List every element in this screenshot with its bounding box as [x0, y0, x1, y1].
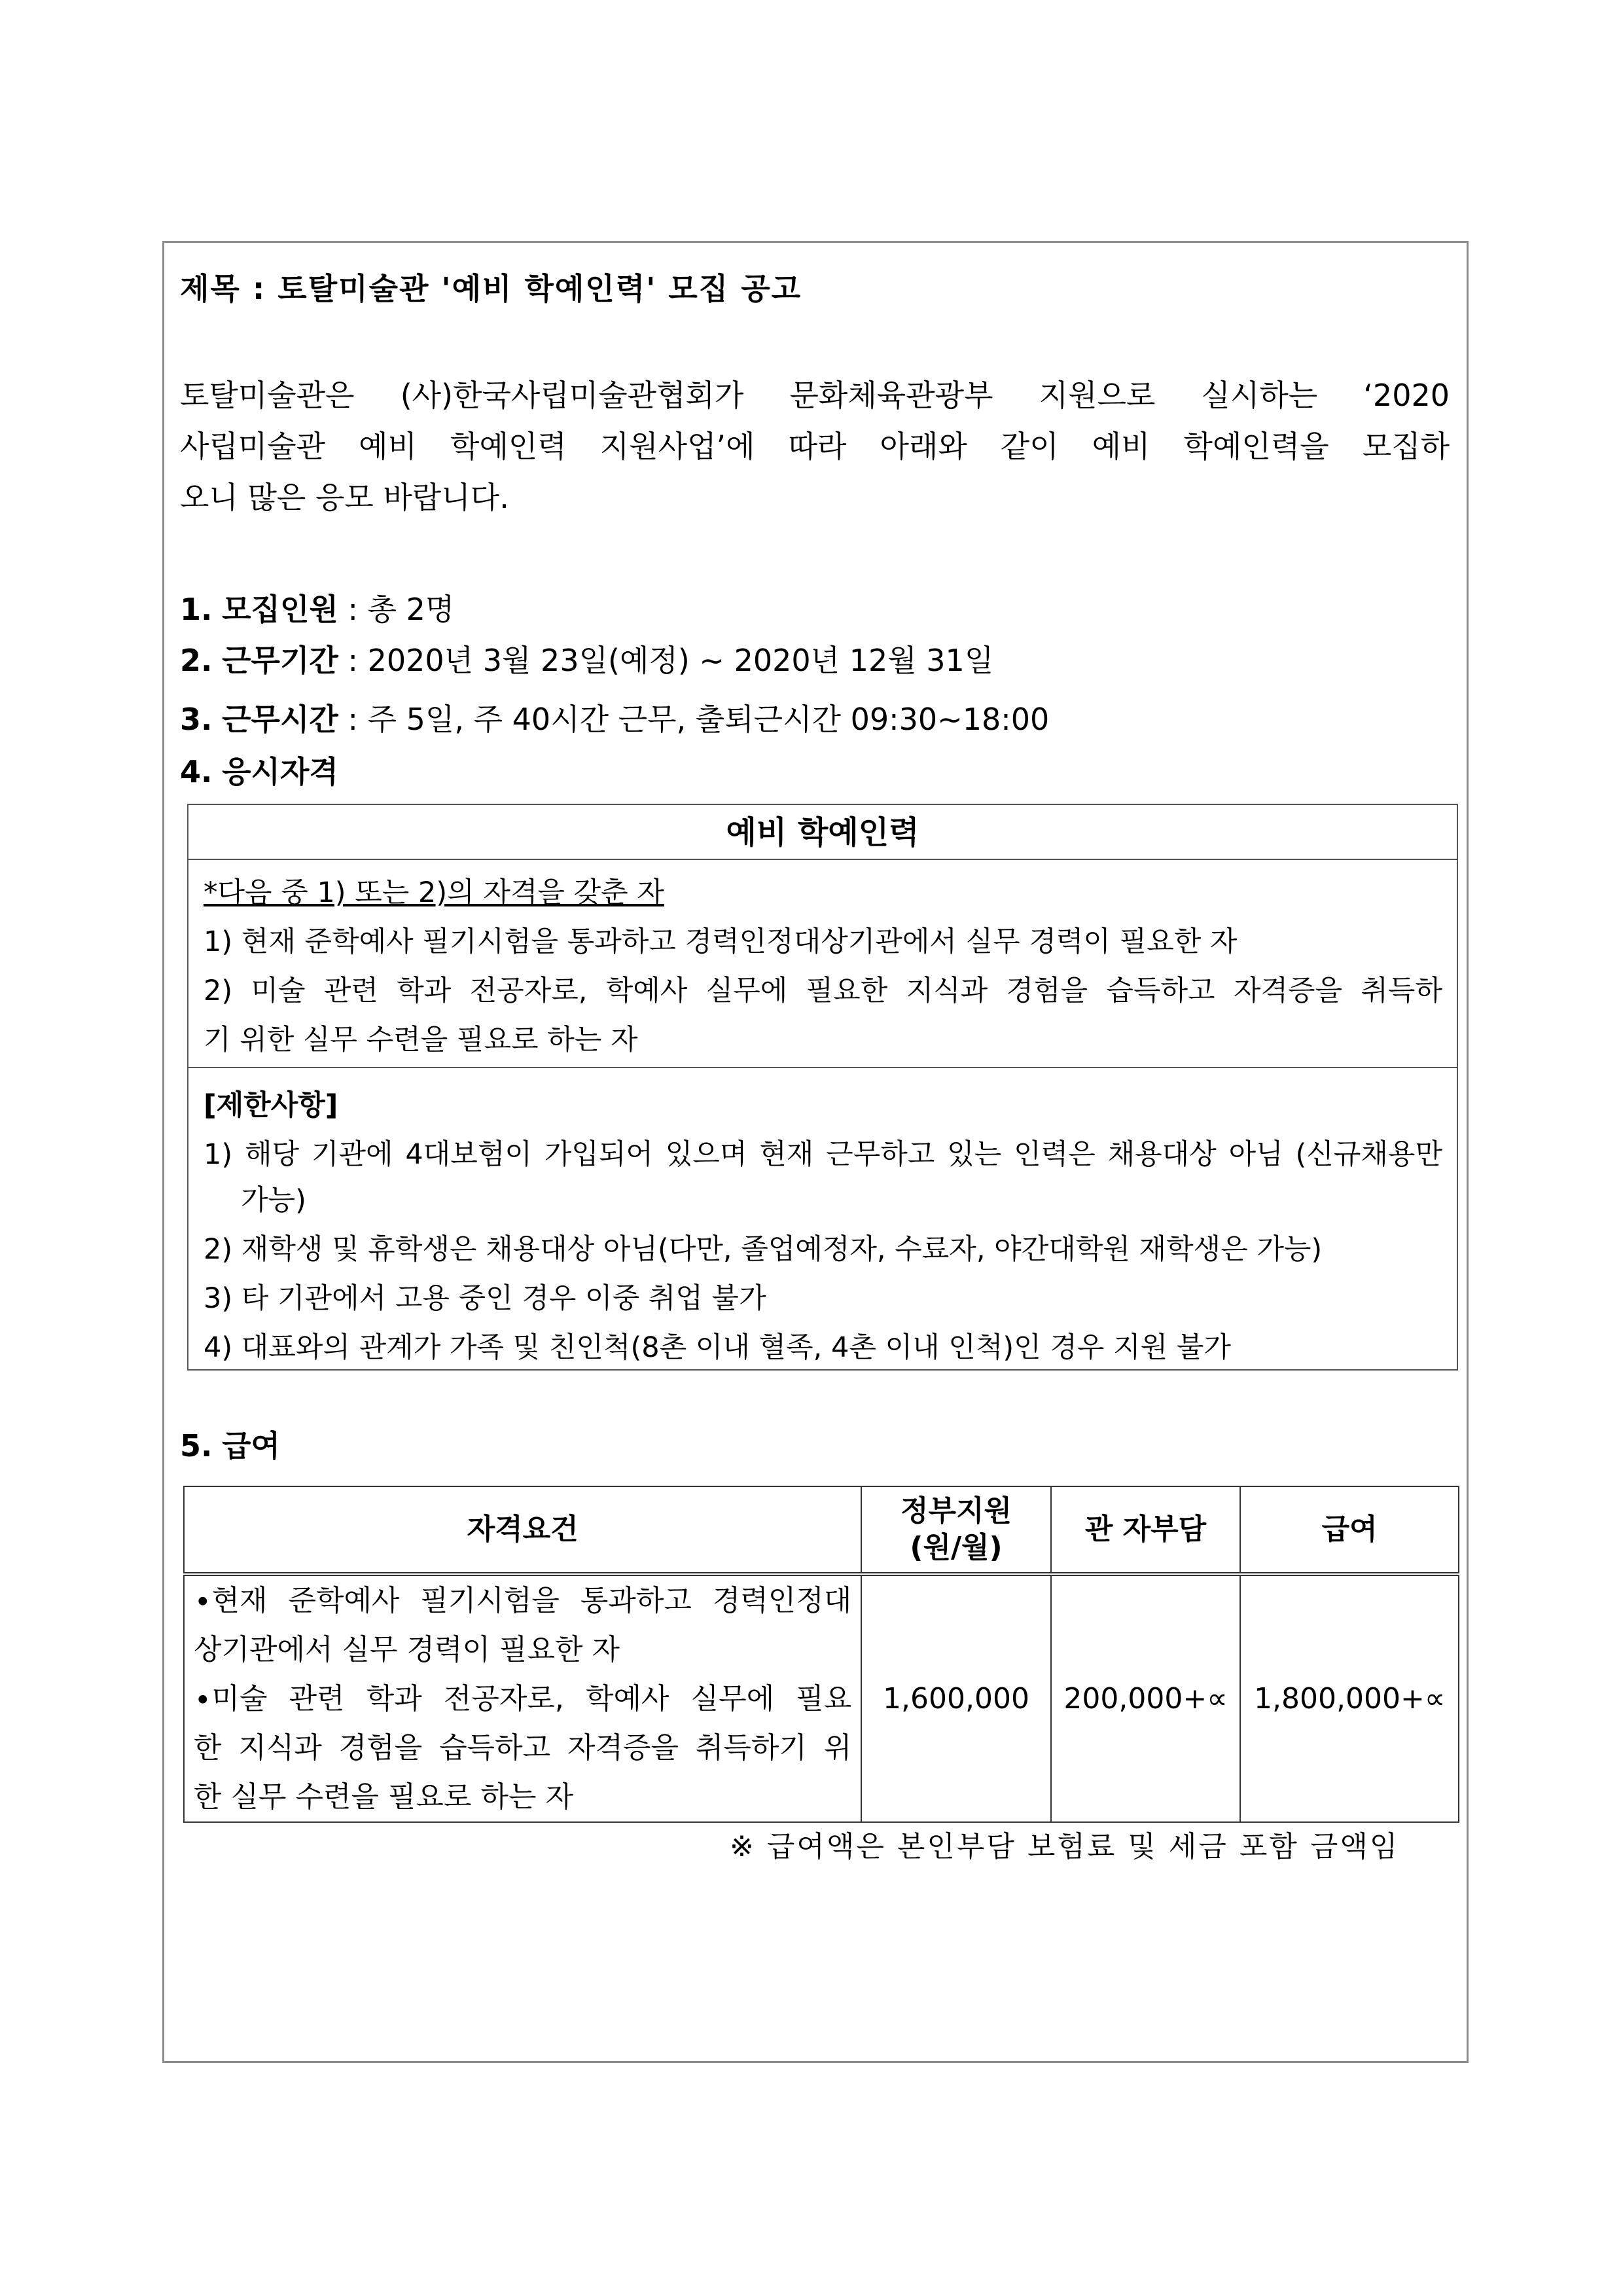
gov-support-value: 1,600,000 — [861, 1574, 1050, 1822]
requirement-line: ∙현재 준학예사 필기시험을 통과하고 경력인정대 — [194, 1584, 852, 1617]
item-number: 5. — [180, 1428, 213, 1463]
item-recruitment-count — [180, 586, 454, 629]
qualification-box — [187, 804, 1458, 1371]
item-salary — [180, 1422, 280, 1465]
qualification-line: 1) 현재 준학예사 필기시험을 통과하고 경력인정대상기관에서 실무 경력이 필요한 자 — [204, 925, 1238, 958]
requirement-line: 상기관에서 실무 경력이 필요한 자 — [194, 1633, 620, 1666]
qualification-line: 기 위한 실무 수련을 필요로 하는 자 — [204, 1024, 638, 1056]
box-divider — [188, 1067, 1457, 1068]
restriction-line: 2) 재학생 및 휴학생은 채용대상 아님(다만, 졸업예정자, 수료자, 야간대학원 재학생은 가능) — [204, 1233, 1323, 1266]
salary-total-value: 1,800,000+∝ — [1240, 1574, 1459, 1822]
item-value: : 주 5일, 주 40시간 근무, 출퇴근시간 09:30~18:00 — [338, 702, 1050, 737]
header-requirements: 자격요건 — [184, 1486, 861, 1574]
requirement-line: 한 지식과 경험을 습득하고 자격증을 취득하기 위 — [194, 1731, 852, 1765]
intro-line: 토탈미술관은 (사)한국사립미술관협회가 문화체육관광부 지원으로 실시하는 ‘2020 — [180, 378, 1450, 413]
item-label: 급여 — [222, 1428, 280, 1463]
requirement-line: ∙미술 관련 학과 전공자로, 학예사 실무에 필요 — [194, 1682, 852, 1715]
item-qualification — [180, 748, 338, 791]
qualification-intro: *다음 중 1) 또는 2)의 자격을 갖춘 자 — [204, 876, 664, 909]
item-value: : 2020년 3월 23일(예정) ~ 2020년 12월 31일 — [338, 643, 994, 678]
restriction-title: [제한사항] — [204, 1089, 338, 1122]
header-gov-support-unit: (원/월) — [910, 1531, 1003, 1564]
item-number: 3. — [180, 702, 213, 737]
qualification-line: 2) 미술 관련 학과 전공자로, 학예사 실무에 필요한 지식과 경험을 습득하고 자격증을 취득하 — [204, 975, 1442, 1007]
header-gov-support-label: 정부지원 — [901, 1494, 1012, 1528]
requirement-line: 한 실무 수련을 필요로 하는 자 — [194, 1780, 573, 1814]
intro-line: 오니 많은 응모 바랍니다. — [180, 480, 509, 515]
restriction-line: 3) 타 기관에서 고용 중인 경우 이중 취업 불가 — [204, 1282, 766, 1315]
header-gov-support — [861, 1486, 1050, 1574]
restriction-line: 가능) — [241, 1184, 306, 1217]
qualification-header: 예비 학예인력 — [188, 805, 1457, 860]
intro-line: 사립미술관 예비 학예인력 지원사업’에 따라 아래와 같이 예비 학예인력을 모집하 — [180, 429, 1450, 464]
item-label: 근무시간 — [222, 702, 338, 737]
salary-note: ※ 급여액은 본인부담 보험료 및 세금 포함 금액임 — [730, 1830, 1400, 1863]
header-salary: 급여 — [1240, 1486, 1459, 1574]
item-number: 4. — [180, 754, 213, 789]
item-work-period — [180, 637, 993, 680]
intro-paragraph — [180, 370, 1450, 523]
restriction-line: 4) 대표와의 관계가 가족 및 친인척(8촌 이내 혈족, 4촌 이내 인척)인 경우 지원 불가 — [204, 1331, 1231, 1364]
page-title: 제목 : 토탈미술관 '예비 학예인력' 모집 공고 — [180, 271, 802, 306]
item-value: : 총 2명 — [338, 592, 455, 627]
self-burden-value: 200,000+∝ — [1051, 1574, 1241, 1822]
item-label: 모집인원 — [222, 592, 338, 627]
header-self-burden: 관 자부담 — [1051, 1486, 1241, 1574]
salary-table — [183, 1486, 1459, 1823]
item-label: 응시자격 — [222, 754, 338, 789]
item-work-hours — [180, 696, 1049, 739]
requirements-cell — [184, 1574, 861, 1822]
item-label: 근무기간 — [222, 643, 338, 678]
item-number: 1. — [180, 592, 213, 627]
item-number: 2. — [180, 643, 213, 678]
restriction-line: 1) 해당 기관에 4대보험이 가입되어 있으며 현재 근무하고 있는 인력은 채용대상 아님 (신규채용만 — [204, 1138, 1442, 1171]
